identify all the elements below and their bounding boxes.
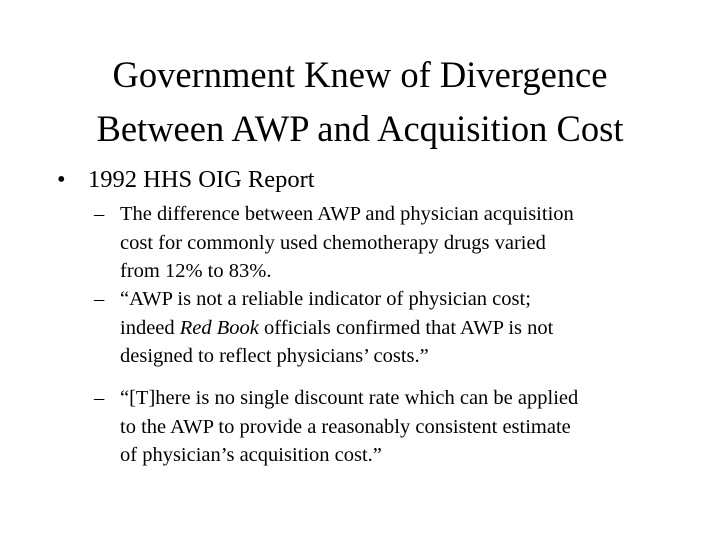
slide-title	[0, 48, 720, 156]
sub-item-dash: –	[94, 288, 105, 310]
sub-item-line: “AWP is not a reliable indicator of physician cost;	[120, 288, 531, 310]
sub-item-discount-quote	[94, 384, 579, 470]
sub-item-difference	[94, 200, 574, 286]
sub-item-text: officials confirmed that AWP is not	[258, 316, 554, 339]
sub-item-line: cost for commonly used chemotherapy drugs varied	[120, 231, 546, 254]
red-book-italic: Red Book	[179, 316, 259, 339]
sub-item-line: designed to reflect physicians’ costs.”	[120, 345, 429, 367]
bullet-hhs-oig-report	[57, 161, 315, 199]
sub-item-dash: –	[94, 387, 105, 409]
sub-item-line	[120, 314, 553, 343]
bullet-marker: •	[57, 166, 66, 193]
sub-item-line: of physician’s acquisition cost.”	[120, 444, 382, 466]
sub-item-line: The difference between AWP and physician acquisition	[120, 203, 574, 225]
sub-item-text: indeed	[120, 316, 180, 339]
sub-item-awp-quote	[94, 285, 554, 371]
sub-item-line: from 12% to 83%.	[120, 260, 272, 282]
sub-item-dash: –	[94, 203, 105, 225]
sub-item-line: to the AWP to provide a reasonably consistent estimate	[120, 415, 571, 438]
title-line-2: Between AWP and Acquisition Cost	[96, 108, 624, 149]
bullet-text: 1992 HHS OIG Report	[88, 166, 315, 193]
sub-item-line: “[T]here is no single discount rate which can be applied	[120, 387, 579, 409]
title-line-1: Government Knew of Divergence	[112, 54, 608, 95]
